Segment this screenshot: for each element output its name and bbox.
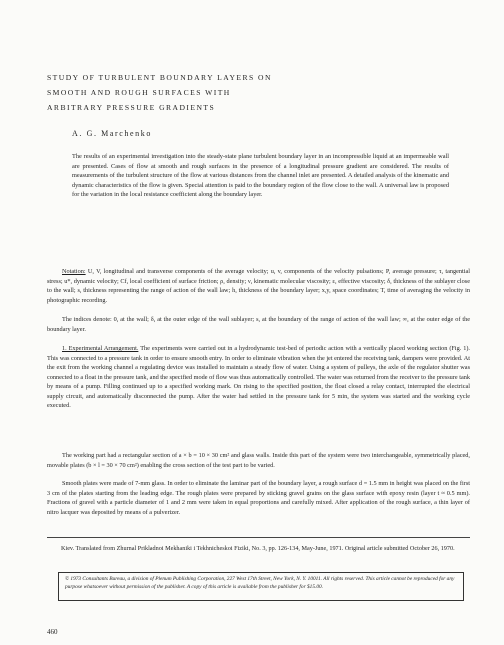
page-number: 460 (47, 628, 58, 636)
footnote-divider (47, 537, 470, 538)
title-line-1: STUDY OF TURBULENT BOUNDARY LAYERS ON (47, 73, 272, 82)
title-line-2: SMOOTH AND ROUGH SURFACES WITH (47, 88, 231, 97)
article-title (47, 70, 467, 115)
abstract: The results of an experimental investigation into the steady-state plane turbulent boundary layer in an incompressible liquid at an impermeable wall are presented. Cases of flow at smooth and rough surfaces in the presence of a longitudinal pressure gradient are considered. The results of measurements of the turbulent structure of the flow at various distances from the channel inlet are presented. A detailed analysis of the kinematic and dynamic characteristics of the flow is given. Special attention is paid to the boundary region of the flow close to the wall. A universal law is proposed for the variation in the local resistance coefficient along the boundary layer. (72, 153, 449, 199)
title-line-3: ARBITRARY PRESSURE GRADIENTS (47, 103, 216, 112)
working-part-paragraph: The working part had a rectangular section of a × b = 10 × 30 cm² and glass walls. Inside this part of the system were two interchangeable, symmetrically placed, movable plates (b × l = 30 × 70 cm²) enabling the cross section of the test part to be varied. (47, 452, 470, 469)
notation-label: Notation: (62, 268, 86, 275)
copyright-box (58, 572, 464, 601)
notation-text: U, V, longitudinal and transverse components of the average velocity; u, v, components of the velocity pulsations; P, average pressure; τ, tangential stress; u*, dynamic velocity; Cf, local coefficient of surface friction; ρ, density; ν, kinematic molecular viscosity; ε, effective viscosity; δ, thickness of the sublayer close to the wall; s, thickness representing the range of action of the wall law; h, thickness of the boundary layer; x,y, space coordinates; T, time of averaging the velocity in photographic recording. (47, 268, 470, 304)
section-1-text: The experiments were carried out in a hydrodynamic test-bed of periodic action with a vertically placed working section (Fig. 1). This was connected to a pressure tank in order to ensure smooth entry. In order to eliminate vibration when the jet entered the receiving tank, dampers were provided. At the exit from the working channel a regulating device was installed to maintain a steady flow of water. Using a system of pulleys, the axle of the regulator shutter was connected to a float in the pressure tank, and the specified mode of flow was thus automatically controlled. The water was returned from the receiver to the pressure tank by means of a pump. Filling continued up to a specified working mark. On rising to the specified position, the float closed a relay contact, interrupted the electrical supply circuit, and automatically disconnected the pump. After the water had settled in the pressure tank for 5 min, the system was started and the working cycle executed. (47, 345, 470, 409)
footnote: Kiev. Translated from Zhurnal Prikladnoi Mekhaniki i Tekhnicheskoi Fiziki, No. 3, pp. 126-134, May-June, 1971. Original article submitted October 26, 1970. (61, 545, 455, 552)
indices-paragraph: The indices denote: 0, at the wall; δ, at the outer edge of the wall sublayer; s, at the boundary of the range of action of the wall law; ∞, at the outer edge of the boundary layer. (47, 316, 470, 333)
plates-paragraph: Smooth plates were made of 7-mm glass. In order to eliminate the laminar part of the boundary layer, a rough surface d = 1.5 mm in height was placed on the first 3 cm of the plates starting from the leading edge. The rough plates were prepared by sticking gravel grains on the glass surface with epoxy resin (layer t ≈ 0.5 mm). Fractions of gravel with a particle diameter of 1 and 2 mm were taken in equal proportions and carefully mixed. After application of the rough surface, a thin layer of nitro lacquer was deposited by means of a pulverizer. (47, 480, 470, 516)
section-1-paragraph (47, 344, 470, 411)
copyright-text: © 1973 Consultants Bureau, a division of Plenum Publishing Corporation, 227 West 17th Street, New York, N. Y. 10011. All rights reserved. This article cannot be reproduced for any purpose whatsoever without permission of the publisher. A copy of this article is available from the publisher for $15.00. (65, 576, 455, 590)
section-1-heading: 1. Experimental Arrangement. (62, 345, 139, 352)
notation-paragraph (47, 267, 470, 305)
author-name: A. G. Marchenko (72, 129, 152, 138)
